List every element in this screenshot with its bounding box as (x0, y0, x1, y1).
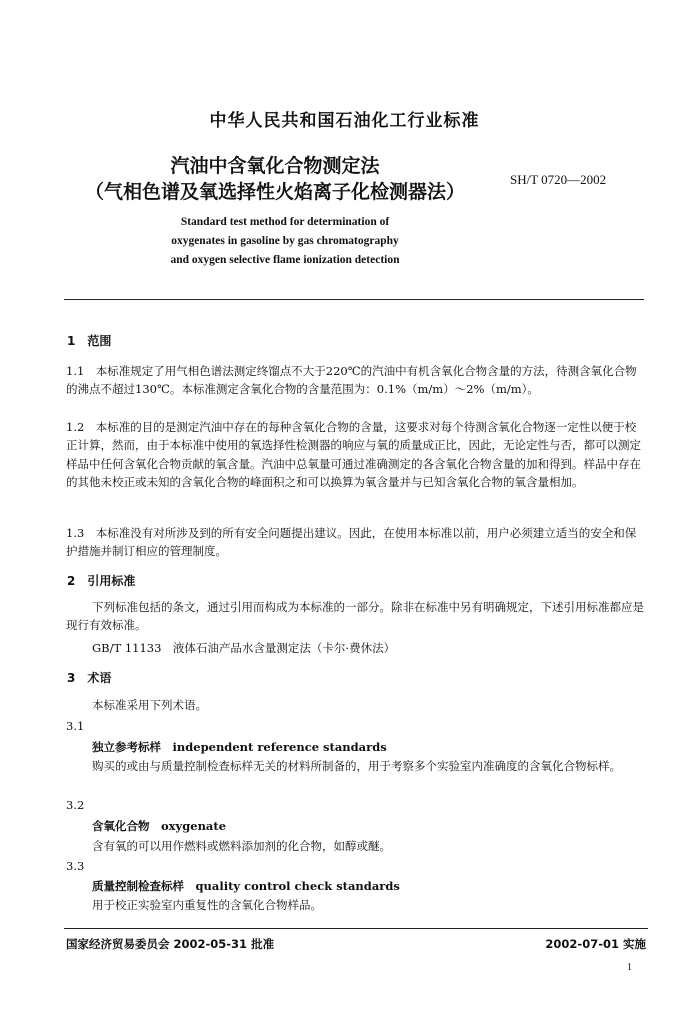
term-3-1-number: 3.1 (66, 719, 85, 733)
chinese-title-line2: （气相色谱及氧选择性火焰离子化检测器法） (84, 181, 465, 203)
footer-divider (64, 928, 648, 929)
term-3-1-definition: 购买的或由与质量控制检查标样无关的材料所制备的，用于考察多个实验室内准确度的含氧化合物标样。 (92, 759, 621, 773)
standard-code: SH/T 0720—2002 (510, 172, 607, 187)
term-3-3-number: 3.3 (66, 859, 85, 873)
english-title-line3: and oxygen selective flame ionization detection (170, 254, 400, 266)
term-3-2: 含氧化合物 oxygenate (92, 819, 227, 833)
approval-date: 国家经济贸易委员会 2002-05-31 批准 (66, 937, 275, 951)
clause-1-2: 1.2 本标准的目的是测定汽油中存在的每种含氧化合物的含量，这要求对每个待测含氧化合物逐一定性以便于校正计算，然而，由于本标准中使用的氧选择性检测器的响应与氧的质量成正比，因此，无论定性与否，都可以测定样品中任何含氧化合物贡献的氧含量。汽油中总氧量可通过准确测定的各含氧化合物含量的加和得到。样品中存在的其他未校正或未知的含氧化合物的峰面积之和可以换算为氧含量并与已知含氧化合物的氧含量相加。 (66, 420, 641, 490)
normative-reference: GB/T 11133 液体石油产品水含量测定法（卡尔·费休法） (92, 641, 396, 655)
term-3-3: 质量控制检查标样 quality control check standards (92, 879, 400, 893)
clause-1-3: 1.3 本标准没有对所涉及到的所有安全问题提出建议。因此，在使用本标准以前，用户必须建立适当的安全和保护措施并制订相应的管理制度。 (66, 526, 637, 559)
section-1-heading: 1 范围 (67, 334, 112, 348)
term-3-3-definition: 用于校正实验室内重复性的含氧化合物样品。 (92, 898, 322, 912)
page-number: 1 (627, 962, 632, 973)
section-3-intro: 本标准采用下列术语。 (92, 698, 207, 712)
english-title-line1: Standard test method for determination of (180, 216, 390, 228)
issuing-organization: 中华人民共和国石油化工行业标准 (209, 111, 480, 131)
section-3-heading: 3 术语 (67, 671, 112, 685)
implementation-date: 2002-07-01 实施 (545, 937, 646, 951)
header-divider (64, 299, 644, 300)
section-2-heading: 2 引用标准 (67, 574, 136, 588)
term-3-2-number: 3.2 (66, 798, 85, 812)
chinese-title-line1: 汽油中含氧化合物测定法 (170, 155, 380, 177)
term-3-1: 独立参考标样 independent reference standards (92, 740, 387, 754)
term-3-2-definition: 含有氧的可以用作燃料或燃料添加剂的化合物，如醇或醚。 (92, 839, 391, 853)
section-2-paragraph: 下列标准包括的条文，通过引用而构成为本标准的一部分。除非在标准中另有明确规定，下述引用标准都应是现行有效标准。 (66, 600, 644, 633)
english-title-line2: oxygenates in gasoline by gas chromatography (171, 235, 399, 247)
clause-1-1: 1.1 本标准规定了用气相色谱法测定终馏点不大于220℃的汽油中有机含氧化合物含量的方法，待测含氧化合物的沸点不超过130℃。本标准测定含氧化合物的含量范围为：0.1%（m/m）～2%（m/m）。 (66, 364, 637, 397)
